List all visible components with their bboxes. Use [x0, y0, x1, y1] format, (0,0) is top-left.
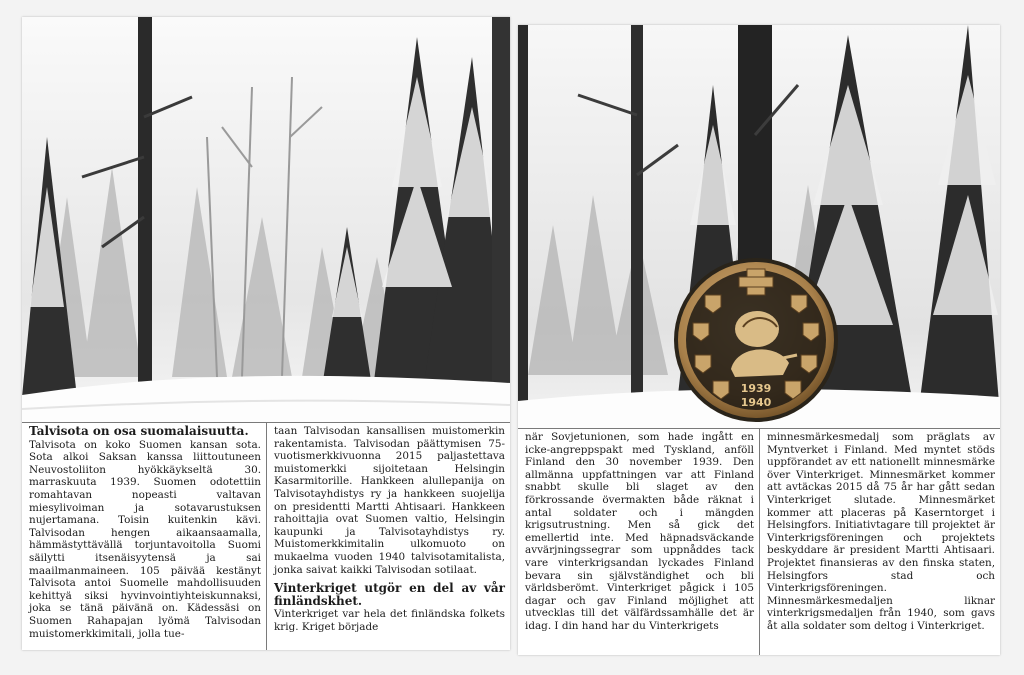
left-column-1: [22, 423, 266, 650]
commemorative-medal: [673, 257, 839, 423]
swedish-body-start: Vinterkriget var hela det finländska folkets krig. Kriget började: [274, 608, 505, 633]
right-column-2: [759, 429, 1000, 655]
swedish-body-3: minnesmärkesmedalj som präglats av Myntverket i Finland. Med myntet stöds uppförandet av ett nationellt minnesmärke över Vinterkriget. Minnesmärket kommer att avtäckas 2015 då 75 år har gått sedan Vinterkriget slutade. Minnesmärket kommer att placeras på Kaserntorget i Helsingfors. Initiativtagare till projektet är Vinterkrigsföreningen och projektets beskyddare är president Martti Ahtisaari. Projektet finansieras av den finska staten, Helsingfors stad och Vinterkrigsföreningen. Minnesmärkesmedaljen liknar vinterkrigsmedaljen från 1940, som gavs åt alla soldater som deltog i Vinterkriget.: [767, 431, 995, 632]
left-column-2: [266, 423, 510, 650]
swedish-heading: Vinterkriget utgör en del av vår finländskhet.: [274, 581, 505, 609]
finnish-heading: Talvisota on osa suomalaisuutta.: [29, 424, 249, 438]
right-text-area: [518, 428, 1000, 655]
winter-forest-photo-right: [518, 25, 1000, 428]
finnish-body-2: taan Talvisodan kansallisen muistomerkin rakentamista. Talvisodan päättymisen 75-vuotismerkkivuonna 2015 paljastettava muistomerkki sijoitetaan Helsingin Kasarmitorille. Hankkeen alullepanija on Talvisotayhdistys ry ja hankkeen suojelija on presidentti Martti Ahtisaari. Hankkeen rahoittajia ovat Suomen valtio, Helsingin kaupunki ja Talvisotayhdistys ry. Muistomerkkimitalin ulkomuoto on mukaelma vuoden 1940 talvisotamitalista, jonka saivat kaikki Talvisodan sotilaat.: [274, 425, 505, 576]
medal-year-bottom: 1940: [740, 396, 772, 409]
winter-forest-photo-left: [22, 17, 510, 422]
forest-illustration-left: [22, 17, 510, 422]
medal-year-top: 1939: [740, 382, 772, 395]
finnish-body-1: Talvisota on koko Suomen kansan sota. Sota alkoi Saksan kanssa liittoutuneen Neuvostoliiton hyökkäykseltä 30. marraskuuta 1939. Suomen odotettiin romahtavan nopeasti valtavan miesylivoiman ja sotavarustuksen nujertamana. Toisin kuitenkin kävi. Talvisodan hengen aikaansaamalla, hämmästyttävällä torjuntavoitolla Suomi säilytti itsenäisyytensä ja sai maailmanmaineen. 105 päivää kestänyt Talvisota antoi Suomelle mahdollisuuden kehittyä siksi hyvinvointiyhteiskunnaksi, joka se tänä päivänä on. Kädessäsi on Suomen Rahapajan lyömä Talvisodan muistomerkkimitali, jolla tue-: [29, 438, 261, 640]
right-column-1: [518, 429, 759, 655]
right-panel: [518, 25, 1000, 655]
left-text-area: [22, 422, 510, 650]
medal-icon: [673, 257, 839, 423]
swedish-body-2: när Sovjetunionen, som hade ingått en icke-angreppspakt med Tyskland, anföll Finland den 30 november 1939. Den allmänna uppfattningen var att Finland snabbt skulle bli slaget av den förkrossande övermakten både räknat i antal soldater och i mängden krigsutrustning. Men så gick det emellertid inte. Med häpnadsväckande avvärjningssegrar som uppnåddes tack vare vinterkrigsandan lyckades Finland bevara sin självständighet och bli världsberömt. Vinterkriget pågick i 105 dagar och gav Finland möjlighet att utvecklas till det välfärdssamhälle det är idag. I din hand har du Vinterkrigets: [525, 431, 754, 632]
left-panel: [22, 17, 510, 650]
